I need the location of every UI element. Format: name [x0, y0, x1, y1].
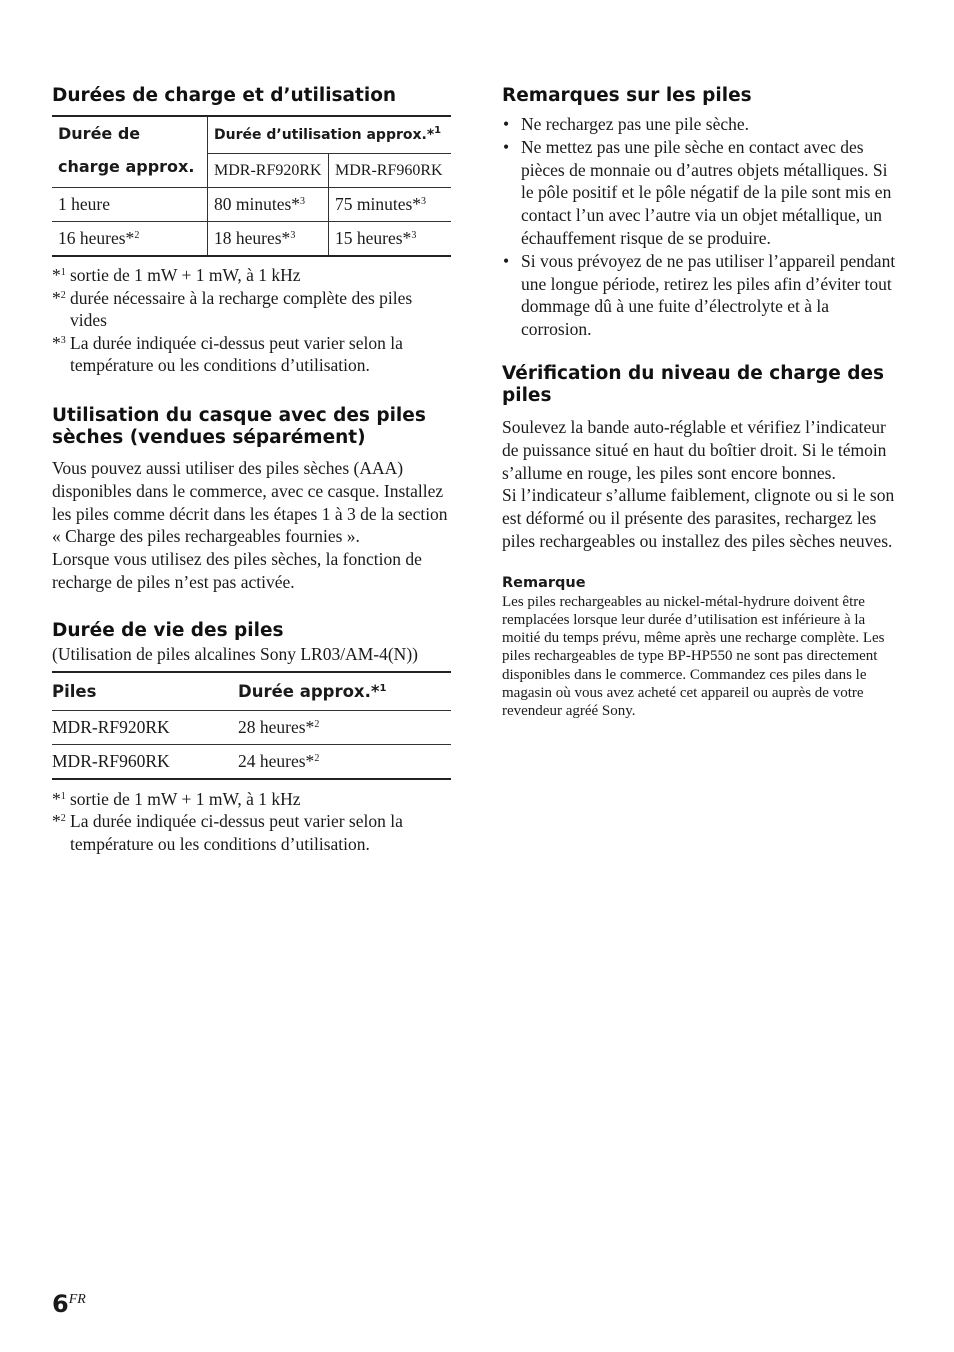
remark-title: Remarque — [502, 574, 586, 591]
rf960-value: 15 heures* — [335, 228, 412, 248]
charge-cell — [52, 188, 208, 222]
language-code: FR — [68, 1292, 86, 1307]
charge-duration-header-line2: charge approx. — [58, 157, 195, 176]
footnote-asterisk: * — [52, 788, 61, 809]
footnote-number: 2 — [60, 813, 66, 825]
charge-usage-heading: Durées de charge et d’utilisation — [52, 85, 397, 106]
rf920-cell — [208, 188, 329, 222]
bullet-icon: • — [503, 136, 510, 157]
list-item — [502, 250, 900, 341]
model-cell: MDR-RF920RK — [52, 710, 228, 744]
rf920-value: 80 minutes* — [214, 194, 301, 214]
duration-cell — [228, 710, 451, 744]
footnote-asterisk: * — [52, 265, 61, 285]
rf960-cell — [329, 188, 452, 222]
footnote-mark: 3 — [290, 230, 296, 241]
remark-text: Les piles rechargeables au nickel-métal-hydrure doivent être remplacées lorsque leur durée d’utilisation est inférieure à la moitié du temps prévu, même après une recharge complète. Les piles rechargeables de type BP-HP550 ne sont pas directement disponibles dans le commerce. Commandez ces piles dans le magasin où vous avez acheté cet appareil ou auprès de votre revendeur agréé Sony. — [502, 593, 885, 719]
rf920-cell — [208, 222, 329, 257]
footnote-asterisk: * — [52, 811, 61, 832]
footnote-mark: 2 — [314, 752, 320, 764]
table-row — [52, 222, 451, 257]
footnote — [52, 788, 451, 811]
footnote-asterisk: * — [52, 287, 61, 308]
battery-life-subtitle: (Utilisation de piles alcalines Sony LR03/AM-4(N)) — [52, 643, 418, 664]
duration-value: 28 heures* — [238, 716, 315, 737]
duration-cell — [228, 744, 451, 779]
footnote — [52, 287, 451, 332]
batteries-header: Piles — [52, 672, 228, 711]
approx-duration-header-text: Durée approx.* — [238, 681, 380, 701]
model-header-rf920rk: MDR-RF920RK — [208, 154, 329, 188]
bullet-icon: • — [503, 114, 510, 134]
footnote-number: 3 — [60, 334, 66, 346]
charge-level-heading: Vérification du niveau de charge des piles — [502, 362, 885, 406]
battery-life-footnotes — [52, 788, 451, 856]
footnote-mark: 3 — [421, 196, 427, 207]
bullet-icon: • — [503, 250, 510, 271]
charge-level-para2: Si l’indicateur s’allume faiblement, clignote ou si le son est déformé ou il présente des parasites, rechargez les piles rechargeables ou installez des piles sèches neuves. — [502, 485, 895, 551]
left-column — [52, 80, 451, 855]
duration-value: 24 heures* — [238, 750, 315, 771]
usage-duration-header-text: Durée d’utilisation approx.* — [214, 127, 435, 143]
dry-batteries-para1: Vous pouvez aussi utiliser des piles sèches (AAA) disponibles dans le commerce, avec ce casque. Installez les piles comme décrit dans les étapes 1 à 3 de la section « Charge des piles rechargeables fournies ». — [52, 457, 448, 547]
list-item-text: Si vous prévoyez de ne pas utiliser l’appareil pendant une longue période, retirez les piles afin d’éviter tout dommage dû à une fuite d’électrolyte et à la corrosion. — [521, 250, 896, 340]
footnote-asterisk: * — [52, 332, 61, 353]
footnote-text: La durée indiquée ci-dessus peut varier selon la température ou les conditions d’utilisation. — [70, 811, 403, 854]
charge-usage-table — [52, 115, 451, 257]
footnote-number: 2 — [60, 289, 66, 301]
footnote — [52, 332, 451, 377]
footnote-text: sortie de 1 mW + 1 mW, à 1 kHz — [70, 265, 301, 285]
footnote-mark: 3 — [411, 230, 417, 241]
footnote-text: La durée indiquée ci-dessus peut varier selon la température ou les conditions d’utilisation. — [70, 332, 403, 376]
charge-duration-header-line1: Durée de — [58, 124, 141, 143]
charge-cell — [52, 222, 208, 257]
footnote-number: 1 — [60, 267, 66, 278]
model-header-rf960rk: MDR-RF960RK — [329, 154, 452, 188]
dry-batteries-heading: Utilisation du casque avec des piles sèches (vendues séparément) — [52, 404, 426, 448]
charge-value: 1 heure — [58, 194, 110, 214]
rf960-value: 75 minutes* — [335, 194, 422, 214]
rf920-value: 18 heures* — [214, 228, 291, 248]
list-item — [502, 136, 900, 250]
approx-duration-header — [228, 672, 451, 711]
footnote-mark: 3 — [300, 196, 306, 207]
charge-value: 16 heures* — [58, 228, 135, 248]
battery-life-heading: Durée de vie des piles — [52, 619, 284, 641]
list-item-text: Ne rechargez pas une pile sèche. — [521, 114, 750, 134]
charge-table-footnotes — [52, 264, 451, 377]
table-row — [52, 710, 451, 744]
footnote — [52, 810, 451, 855]
table-row — [52, 744, 451, 779]
footnote-mark: 1 — [379, 682, 387, 694]
right-column — [502, 80, 900, 720]
page-number-value: 6 — [52, 1290, 69, 1318]
usage-duration-header — [208, 116, 452, 154]
dry-batteries-para2: Lorsque vous utilisez des piles sèches, la fonction de recharge de piles n’est pas activée. — [52, 549, 422, 592]
charge-level-para1: Soulevez la bande auto-réglable et vérifiez l’indicateur de puissance situé en haut du boîtier droit. Si le témoin s’allume en rouge, les piles sont encore bonnes. — [502, 416, 887, 483]
footnote-mark: 2 — [314, 718, 320, 730]
list-item-text: Ne mettez pas une pile sèche en contact avec des pièces de monnaie ou d’autres objets métalliques. Si le pôle positif et le pôle négatif de la pile sont mis en contact l’un avec l’autre via un objet métallique, un échauffement risque de se produire. — [521, 136, 892, 248]
footnote-text: sortie de 1 mW + 1 mW, à 1 kHz — [70, 788, 301, 809]
list-item — [502, 113, 900, 136]
battery-notes-heading: Remarques sur les piles — [502, 85, 752, 106]
model-cell: MDR-RF960RK — [52, 750, 170, 771]
footnote-mark: 2 — [134, 230, 140, 241]
page-number — [52, 1290, 86, 1318]
charge-duration-header — [52, 116, 208, 188]
footnote-mark: 1 — [434, 125, 442, 136]
table-row — [52, 188, 451, 222]
battery-notes-list — [502, 113, 900, 341]
footnote-text: durée nécessaire à la recharge complète des piles vides — [70, 287, 413, 331]
footnote — [52, 264, 451, 287]
footnote-number: 1 — [60, 790, 66, 802]
rf960-cell — [329, 222, 452, 257]
battery-life-table — [52, 671, 451, 780]
